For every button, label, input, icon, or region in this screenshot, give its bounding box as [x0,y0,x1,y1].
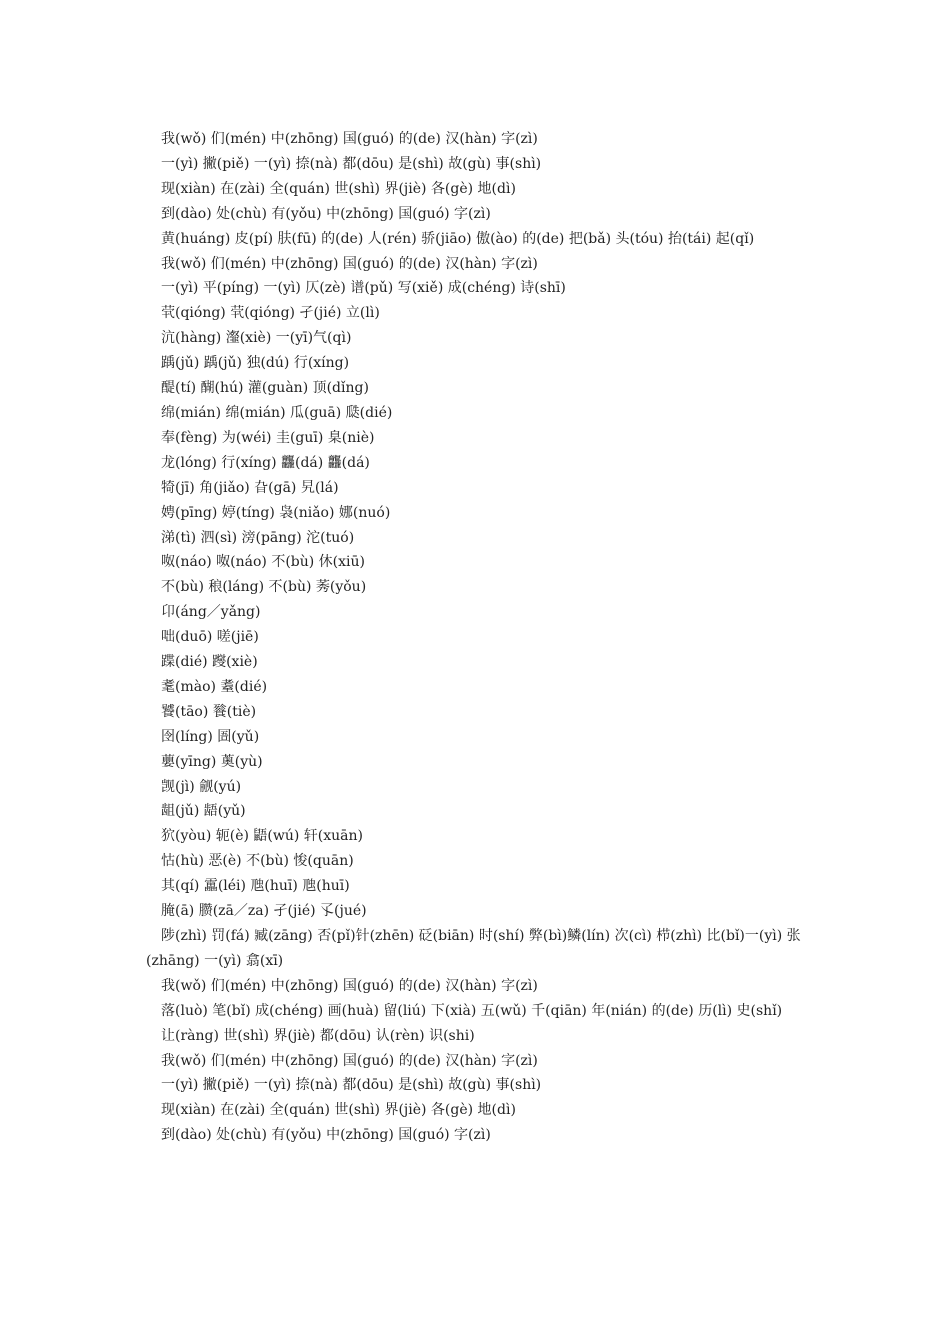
text-line: 饕(tāo) 餮(tiè) [161,703,257,720]
text-line: 蘡(yīng) 薁(yù) [161,753,263,770]
text-line: 一(yì) 平(píng) 一(yì) 仄(zè) 谱(pǔ) 写(xiě) 成(chéng) 诗(shī) [161,280,566,297]
text-line: 咄(duō) 嗟(jiē) [161,629,259,646]
text-line: 蹀(dié) 躞(xiè) [161,654,258,671]
text-line: 一(yì) 撇(piě) 一(yì) 捺(nà) 都(dōu) 是(shì) 故(gù) 事(shì) [161,155,542,172]
text-line: 我(wǒ) 们(mén) 中(zhōng) 国(guó) 的(de) 汉(hàn) 字(zì) [161,255,538,272]
text-line: 黄(huáng) 皮(pí) 肤(fū) 的(de) 人(rén) 骄(jiāo) 傲(ào) 的(de) 把(bǎ) 头(tóu) 抬(tái) 起(qǐ) [161,230,755,247]
text-line: 呶(náo) 呶(náo) 不(bù) 休(xiū) [161,554,365,571]
text-line: 耄(mào) 耋(dié) [161,678,268,695]
text-line: 犄(jī) 角(jiǎo) 旮(gā) 旯(lá) [161,479,339,496]
text-line: 让(ràng) 世(shì) 界(jiè) 都(dōu) 认(rèn) 识(shi) [161,1027,475,1044]
lyrics-body [146,127,806,1148]
text-line: 落(luò) 笔(bǐ) 成(chéng) 画(huà) 留(liú) 下(xià) 五(wǔ) 千(qiān) 年(nián) 的(de) 历(lì) 史(shǐ) [161,1002,783,1019]
text-line: 狖(yòu) 轭(è) 鼯(wú) 轩(xuān) [161,828,363,845]
text-line: 现(xiàn) 在(zài) 全(quán) 世(shì) 界(jiè) 各(gè) 地(dì) [161,180,516,197]
text-line: 腌(ā) 臜(zā／za) 孑(jié) 孓(jué) [161,903,367,920]
text-line: 绵(mián) 绵(mián) 瓜(guā) 瓞(dié) [161,404,393,421]
text-line: 我(wǒ) 们(mén) 中(zhōng) 国(guó) 的(de) 汉(hàn) 字(zì) [161,977,538,994]
text-line: 娉(pīng) 婷(tíng) 袅(niǎo) 娜(nuó) [161,504,391,521]
text-line: 现(xiàn) 在(zài) 全(quán) 世(shì) 界(jiè) 各(gè) 地(dì) [161,1102,516,1119]
text-line: 一(yì) 撇(piě) 一(yì) 捺(nà) 都(dōu) 是(shì) 故(gù) 事(shì) [161,1077,542,1094]
text-line: 我(wǒ) 们(mén) 中(zhōng) 国(guó) 的(de) 汉(hàn) 字(zì) [161,131,538,147]
text-line: 龃(jǔ) 龉(yǔ) [161,803,246,820]
text-line: 怙(hù) 恶(è) 不(bù) 悛(quān) [161,853,354,870]
text-line: 其(qí) 靁(léi) 虺(huī) 虺(huī) [161,878,350,895]
text-line: 龙(lóng) 行(xíng) 龘(dá) 龘(dá) [161,454,370,471]
text-line: 囹(líng) 圄(yǔ) [161,728,260,745]
text-line: 我(wǒ) 们(mén) 中(zhōng) 国(guó) 的(de) 汉(hàn) 字(zì) [161,1052,538,1069]
text-line: 奉(fèng) 为(wéi) 圭(guī) 臬(niè) [161,429,375,446]
text-line: 卬(áng／yǎng) [161,604,261,621]
text-line: 茕(qióng) 茕(qióng) 孑(jié) 立(lì) [161,305,380,322]
text-line: 踽(jǔ) 踽(jǔ) 独(dú) 行(xíng) [161,355,350,372]
text-line: 觊(jì) 觎(yú) [161,778,242,795]
text-line: 陟(zhì) 罚(fá) 臧(zāng) 否(pǐ)针(zhēn) 砭(biān) 时(shí) 弊(bì)鳞(lín) 次(cì) 栉(zhì) 比(bǐ)一(yì) 张(zhāng) 一(yì) 翕(xī) [146,928,801,969]
text-line: 到(dào) 处(chù) 有(yǒu) 中(zhōng) 国(guó) 字(zì) [161,205,491,222]
text-line: 到(dào) 处(chù) 有(yǒu) 中(zhōng) 国(guó) 字(zì) [161,1127,491,1144]
text-line: 涕(tì) 泗(sì) 滂(pāng) 沱(tuó) [161,529,355,546]
text-line: 沆(hàng) 瀣(xiè) 一(yī)气(qì) [161,330,352,347]
text-line: 不(bù) 稂(láng) 不(bù) 莠(yǒu) [161,579,367,596]
text-line: 醍(tí) 醐(hú) 灌(guàn) 顶(dǐng) [161,380,369,397]
